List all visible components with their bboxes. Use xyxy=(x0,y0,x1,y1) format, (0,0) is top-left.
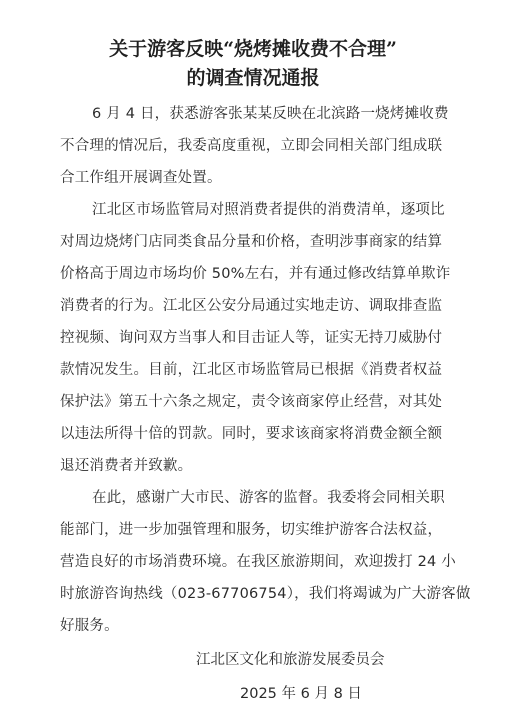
paragraph-2-line-6: 款情况发生。目前，江北区市场监管局已根据《消费者权益 xyxy=(60,362,443,378)
paragraph-2-line-7: 保护法》第五十六条之规定，责令该商家停止经营，对其处 xyxy=(60,394,443,410)
paragraph-2-line-4: 消费者的行为。江北区公安分局通过实地走访、调取排查监 xyxy=(60,298,443,314)
paragraph-2-line-2: 对周边烧烤门店同类食品分量和价格，查明涉事商家的结算 xyxy=(60,234,443,250)
paragraph-2-line-8: 以违法所得十倍的罚款。同时，要求该商家将消费金额全额 xyxy=(60,426,443,442)
paragraph-1-line-2: 不合理的情况后，我委高度重视，立即会同相关部门组成联 xyxy=(60,138,443,154)
document-title-line-1: 关于游客反映“烧烤摊收费不合理” xyxy=(109,38,397,60)
document-title-line-2: 的调查情况通报 xyxy=(186,67,320,89)
paragraph-3-line-4: 时旅游咨询热线（023-67706754），我们将竭诚为广大游客做 xyxy=(60,586,471,602)
paragraph-2-line-9: 退还消费者并致歉。 xyxy=(60,458,193,474)
signature-organization: 江北区文化和旅游发展委员会 xyxy=(196,652,385,668)
paragraph-3-line-5: 好服务。 xyxy=(60,618,119,634)
paragraph-1-line-3: 合工作组开展调查处置。 xyxy=(60,170,222,186)
paragraph-3-line-3: 营造良好的市场消费环境。在我区旅游期间，欢迎拨打 24 小 xyxy=(60,554,456,570)
paragraph-2-line-5: 控视频、询问双方当事人和目击证人等，证实无持刀威胁付 xyxy=(60,330,443,346)
paragraph-3-line-1: 在此，感谢广大市民、游客的监督。我委将会同相关职 xyxy=(92,490,445,506)
paragraph-3-line-2: 能部门，进一步加强管理和服务，切实维护游客合法权益， xyxy=(60,522,443,538)
signature-date: 2025 年 6 月 8 日 xyxy=(240,686,362,702)
paragraph-2-line-1: 江北区市场监管局对照消费者提供的消费清单，逐项比 xyxy=(92,202,445,218)
paragraph-2-line-3: 价格高于周边市场均价 50%左右，并有通过修改结算单欺诈 xyxy=(60,266,451,282)
paragraph-1-line-1: 6 月 4 日，获悉游客张某某反映在北滨路一烧烤摊收费 xyxy=(92,106,449,122)
